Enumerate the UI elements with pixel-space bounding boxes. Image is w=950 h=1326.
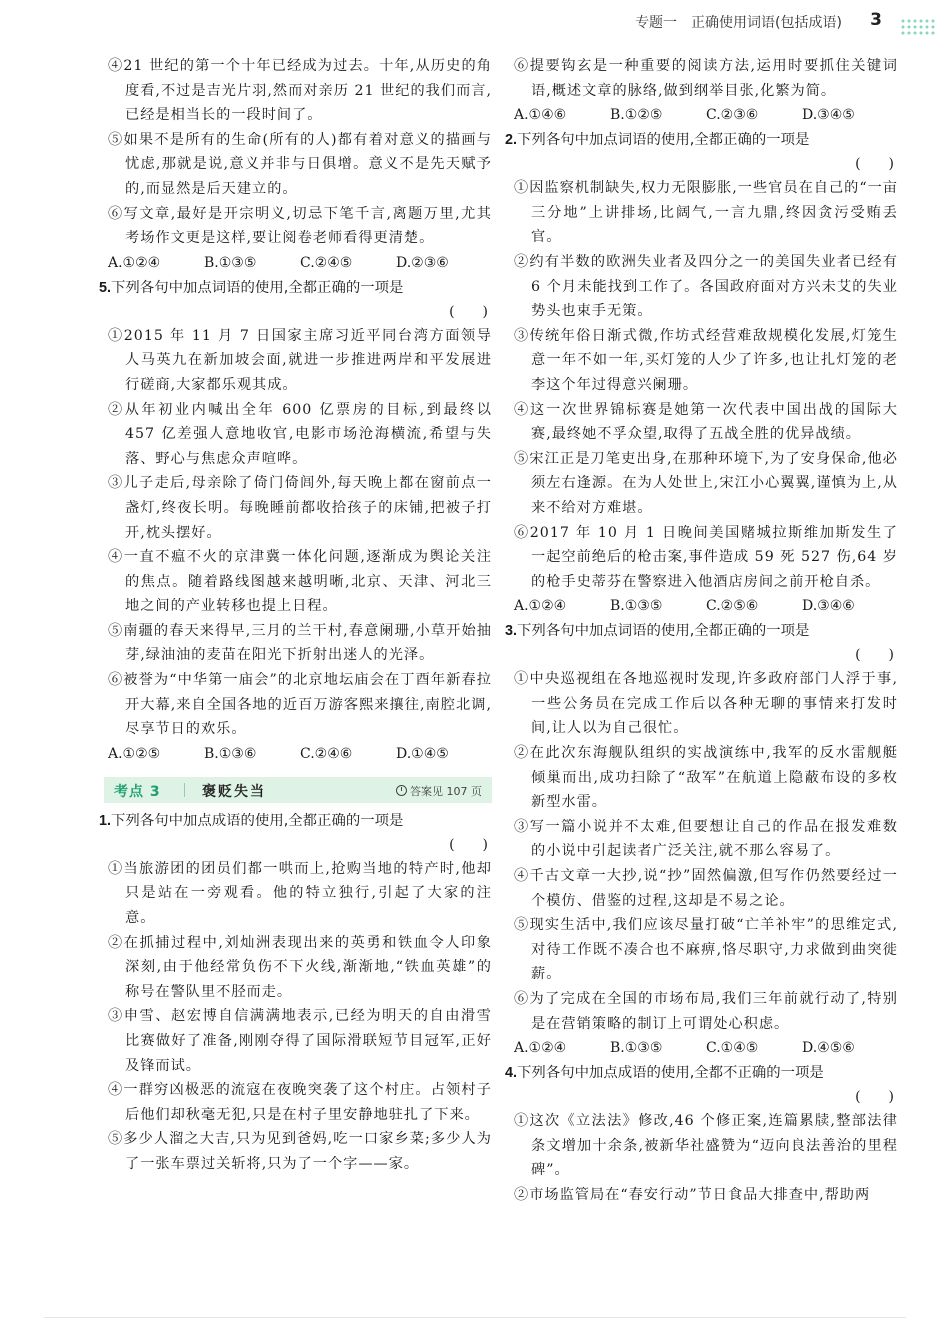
question-number: 3. [505,623,518,640]
option-a[interactable]: A.①②④ [514,1040,567,1057]
option-b[interactable]: B.①③⑥ [204,745,257,762]
question-item: ②在此次东海舰队组织的实战演练中,我军的反水雷舰艇倾巢而出,成功扫除了“敌军”在航道上隐蔽布设的多枚新型水雷。 [514,745,898,811]
question-item: ①中央巡视组在各地巡视时发现,许多政府部门人浮于事,一些公务员在完成工作后以各种无聊的事情来打发时间,让人以为自己很忙。 [514,671,898,737]
right-column [505,54,898,1208]
question-item: ①当旅游团的团员们都一哄而上,抢购当地的特产时,他却只是站在一旁观看。他的特立独行,引起了大家的注意。 [108,860,492,927]
question-item: ②约有半数的欧洲失业者及四分之一的美国失业者已经有 6 个月未能找到工作了。各国政府面对方兴未艾的失业势头也束手无策。 [514,253,898,320]
answer-blank[interactable]: ( ) [855,647,894,664]
question-number: 1. [99,812,112,829]
question-item: ①因监察机制缺失,权力无限膨胀,一些官员在自己的“一亩三分地”上讲排场,比阔气,一言九鼎,终因贪污受贿丢官。 [514,180,898,246]
question-text: 下列各句中加点词语的使用,全都正确的一项是 [517,623,810,640]
option-b[interactable]: B.①②⑤ [610,107,663,124]
question-item: ⑤多少人溜之大吉,只为见到爸妈,吃一口家乡菜;多少人为了一张车票过关斩将,只为了一个字——家。 [108,1131,492,1172]
question-item: ⑤现实生活中,我们应该尽量打破“亡羊补牢”的思维定式,对待工作既不凑合也不麻痹,恪尽职守,力求做到曲突徙薪。 [514,917,898,983]
question-item: ③写一篇小说并不太难,但要想让自己的作品在报发难数的小说中引起读者广泛关注,就不那么容易了。 [514,818,898,860]
option-b[interactable]: B.①③⑤ [204,254,257,271]
question-text: 下列各句中加点成语的使用,全都正确的一项是 [111,812,404,829]
left-column [99,54,492,1177]
question-stem [505,1061,898,1085]
question-item: ⑥2017 年 10 月 1 日晚间美国赌城拉斯维加斯发生了一起空前绝后的枪击案,事件造成 59 死 527 伤,64 岁的枪手史蒂芬在警察进入他酒店房间之前开枪自杀。 [514,524,898,590]
question-number: 5. [99,279,112,296]
clock-icon [396,785,407,796]
option-a[interactable]: A.①②④ [514,598,567,615]
answer-options [108,742,492,767]
section-title: 褒贬失当 [202,783,266,800]
answer-blank[interactable]: ( ) [449,303,488,320]
section-divider [184,783,185,797]
question-text: 下列各句中加点词语的使用,全都正确的一项是 [111,279,404,296]
section-header [104,777,492,803]
answer-reference-text: 答案见 107 页 [410,784,482,798]
option-a[interactable]: A.①②⑤ [108,745,161,762]
option-c[interactable]: C.①④⑤ [706,1040,759,1057]
option-d[interactable]: D.①④⑤ [396,745,449,762]
answer-options [514,1036,898,1061]
question-item: ①2015 年 11 月 7 日国家主席习近平同台湾方面领导人马英九在新加坡会面,就进一步推进两岸和平发展进行磋商,大家都乐观其成。 [108,327,492,393]
option-a[interactable]: A.①②④ [108,254,161,271]
answer-options [108,251,492,276]
question-item: ⑤南疆的春天来得早,三月的兰干村,春意阑珊,小草开始抽芽,绿油油的麦苗在阳光下折射出迷人的光泽。 [108,622,492,664]
dot-grid-decoration [900,18,936,36]
question-item: ④这一次世界锦标赛是她第一次代表中国出战的国际大赛,最终她不孚众望,取得了五战全胜的优异战绩。 [514,401,898,443]
page-header [0,12,950,36]
question-item: ③申雪、赵宏博自信满满地表示,已经为明天的自由滑雪比赛做好了准备,刚刚夺得了国际滑联短节目冠军,正好及锋而试。 [108,1008,492,1074]
question-item: ④一直不瘟不火的京津冀一体化问题,逐渐成为舆论关注的焦点。随着路线图越来越明晰,北京、天津、河北三地之间的产业转移也提上日程。 [108,549,492,615]
option-a[interactable]: A.①④⑥ [514,107,567,124]
question-item: ③儿子走后,母亲除了倚门倚闾外,每天晚上都在窗前点一盏灯,终夜长明。每晚睡前都收拾孩子的床铺,把被子打开,枕头摆好。 [108,475,492,541]
option-b[interactable]: B.①③⑤ [610,598,663,615]
question-text: 下列各句中加点成语的使用,全都不正确的一项是 [517,1065,824,1082]
question-number: 2. [505,132,518,149]
question-item: ①这次《立法法》修改,46 个修正案,连篇累牍,整部法律条文增加十余条,被新华社盛赞为“迈向良法善治的里程碑”。 [514,1113,898,1179]
question-stem [99,809,492,833]
answer-options [514,103,898,128]
question-item: ②在抓捕过程中,刘灿洲表现出来的英勇和铁血令人印象深刻,由于他经常负伤不下火线,渐渐地,“铁血英雄”的称号在警队里不胫而走。 [108,934,492,1000]
option-d[interactable]: D.②③⑥ [396,254,449,271]
option-b[interactable]: B.①③⑤ [610,1040,663,1057]
question-item: ④21 世纪的第一个十年已经成为过去。十年,从历史的角度看,不过是吉光片羽,然而对亲历 21 世纪的我们而言,已经是相当长的一段时间了。 [108,58,492,124]
option-d[interactable]: D.③④⑥ [802,598,855,615]
answer-blank[interactable]: ( ) [855,156,894,173]
question-item: ⑥写文章,最好是开宗明义,切忌下笔千言,离题万里,尤其考场作文更是这样,要让阅卷老师看得更清楚。 [108,205,492,247]
question-item: ⑥被誉为“中华第一庙会”的北京地坛庙会在丁酉年新春拉开大幕,来自全国各地的近百万游客熙来攘往,南腔北调,尽享节日的欢乐。 [108,672,492,738]
running-title: 专题一 正确使用词语(包括成语) [635,15,842,31]
option-d[interactable]: D.④⑤⑥ [802,1040,855,1057]
question-stem [505,619,898,643]
question-item: ⑥为了完成在全国的市场布局,我们三年前就行动了,特别是在营销策略的制订上可谓处心积虑。 [514,991,898,1032]
question-stem [505,128,898,152]
answer-blank[interactable]: ( ) [449,836,488,853]
question-item: ④一群穷凶极恶的流寇在夜晚突袭了这个村庄。占领村子后他们却秋毫无犯,只是在村子里安静地驻扎了下来。 [108,1082,492,1123]
option-c[interactable]: C.②③⑥ [706,107,759,124]
answer-blank[interactable]: ( ) [855,1089,894,1106]
question-text: 下列各句中加点词语的使用,全都正确的一项是 [517,132,810,149]
question-item: ④千古文章一大抄,说“抄”固然偏激,但写作仍然要经过一个模仿、借鉴的过程,这却是不易之论。 [514,868,898,909]
question-item: ②从年初业内喊出全年 600 亿票房的目标,到最终以 457 亿差强人意地收官,电影市场沧海横流,希望与失落、野心与焦虑众声喧哗。 [108,401,492,467]
option-c[interactable]: C.②⑤⑥ [706,598,759,615]
page-number: 3 [870,10,882,30]
question-item: ⑤宋江正是刀笔吏出身,在那种环境下,为了安身保命,他必须左右逢源。在为人处世上,宋江小心翼翼,谨慎为上,从来不给对方难堪。 [514,450,898,516]
question-number: 4. [505,1065,518,1082]
question-item: ②市场监管局在“春安行动”节日食品大排查中,帮助两 [514,1186,871,1203]
question-item: ③传统年俗日渐式微,作坊式经营难敌规模化发展,灯笼生意一年不如一年,买灯笼的人少了许多,也让扎灯笼的老李这个年过得意兴阑珊。 [514,327,898,393]
question-item: ⑥提要钩玄是一种重要的阅读方法,运用时要抓住关键词语,概述文章的脉络,做到纲举目张,化繁为简。 [514,58,898,99]
answer-options [514,594,898,619]
question-stem [99,276,492,300]
option-d[interactable]: D.③④⑤ [802,107,855,124]
question-item: ⑤如果不是所有的生命(所有的人)都有着对意义的描画与忧虑,那就是说,意义并非与日俱增。意义不是先天赋予的,而显然是后天建立的。 [108,131,492,197]
answer-reference [396,783,482,799]
section-label: 考点 3 [114,783,161,800]
page-bottom-rule [44,1317,906,1318]
option-c[interactable]: C.②④⑥ [300,745,353,762]
option-c[interactable]: C.②④⑤ [300,254,353,271]
